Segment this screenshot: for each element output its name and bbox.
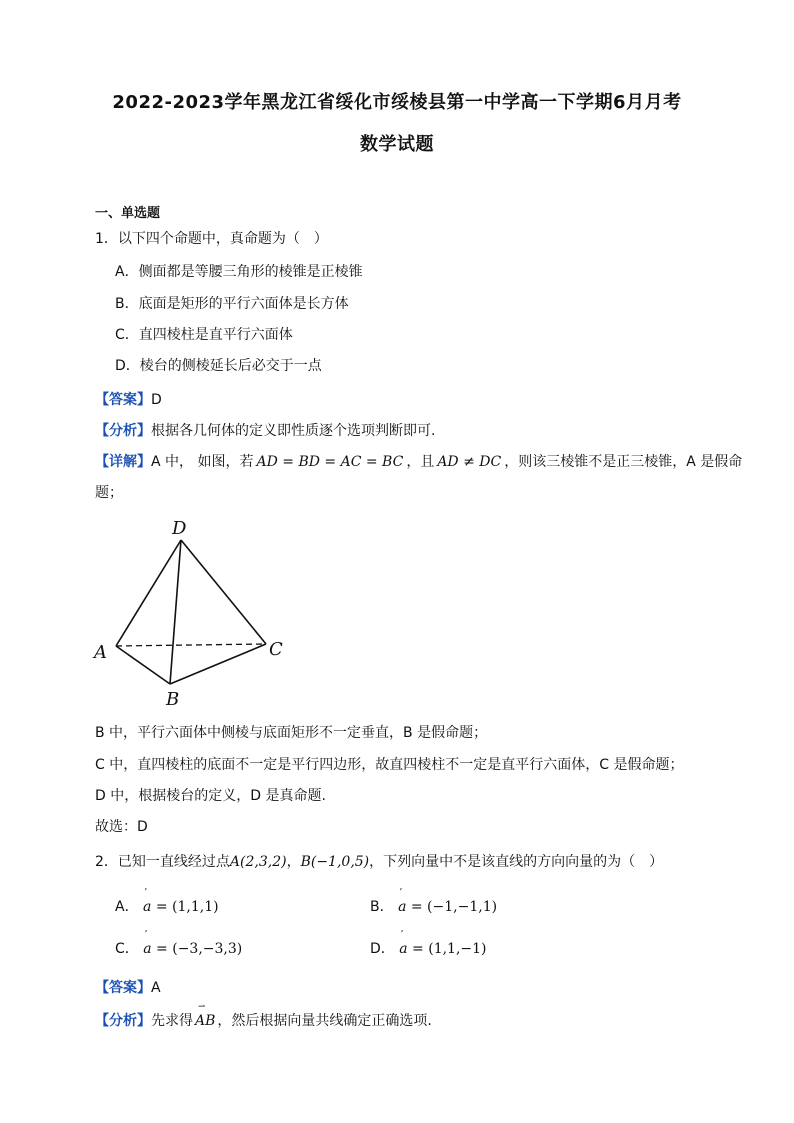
q2-answer: A: [151, 980, 161, 996]
q1-answer-row: [95, 391, 162, 409]
q1-detail-a-1: A 中， 如图，若: [151, 454, 254, 470]
vector-a: [398, 888, 407, 916]
page-subtitle: 数学试题: [360, 134, 434, 155]
edge-dc: [181, 540, 266, 644]
q2-stem-1: 2．已知一直线经过点: [95, 854, 230, 870]
edge-db: [170, 540, 181, 684]
option-letter: B．: [370, 899, 394, 915]
q1-option-a: A．侧面都是等腰三角形的棱锥是正棱锥: [115, 264, 363, 280]
vector-a: [399, 930, 408, 958]
q1-equation-1: AD = BD = AC = BC: [256, 454, 404, 470]
answer-tag: 【答案】: [95, 980, 151, 996]
q1-detail-a-3: ，则该三棱锥不是正三棱锥，A 是假命: [504, 454, 743, 470]
q1-detail-d: D 中，根据棱台的定义，D 是真命题.: [95, 788, 326, 804]
vector-arrow-icon: ʼ: [144, 930, 148, 940]
vector-ab: [195, 1002, 216, 1030]
vector-a: [143, 888, 152, 916]
q1-detail-a-2: ，且: [406, 454, 435, 470]
q2-point-a: A(2,3,2): [229, 854, 287, 870]
q1-answer: D: [151, 392, 162, 408]
q2-analysis-1: 先求得: [151, 1013, 193, 1029]
option-letter: C．: [115, 941, 139, 957]
option-letter: A．: [115, 899, 139, 915]
vertex-label-d: D: [172, 518, 187, 539]
vertex-label-c: C: [269, 639, 283, 660]
q2-stem-2: ，: [286, 854, 301, 870]
q1-detail-c: C 中，直四棱柱的底面不一定是平行四边形，故直四棱柱不一定是直平行六面体，C 是假命题；: [95, 757, 684, 773]
q2-option-c: [115, 930, 243, 958]
vertex-label-b: B: [166, 689, 180, 710]
option-letter: D．: [370, 941, 395, 957]
edge-ac-hidden: [116, 644, 266, 646]
detail-tag: 【详解】: [95, 454, 151, 470]
vector-arrow-icon: ⇀: [198, 1002, 206, 1012]
page-title: 2022-2023学年黑龙江省绥化市绥棱县第一中学高一下学期6月月考: [112, 92, 682, 113]
vector-a: [143, 930, 152, 958]
option-value: = (−3,−3,3): [156, 941, 243, 957]
q1-analysis-row: [95, 422, 435, 440]
q2-analysis-row: [95, 1002, 432, 1030]
edge-ab: [116, 646, 170, 684]
q2-point-b: B(−1,0,5): [300, 854, 370, 870]
vector-var: a: [399, 941, 408, 957]
vector-var: a: [143, 899, 152, 915]
q1-detail-row: [95, 453, 742, 471]
vector-arrow-icon: ʼ: [399, 888, 402, 898]
q1-option-c: C．直四棱柱是直平行六面体: [115, 327, 293, 343]
q1-stem: 1．以下四个命题中，真命题为（ ）: [95, 231, 328, 247]
option-value: = (1,1,1): [155, 899, 219, 915]
analysis-tag: 【分析】: [95, 423, 151, 439]
q2-option-b: [370, 888, 498, 916]
q1-equation-2: AD ≠ DC: [437, 454, 502, 470]
tetrahedron-figure: [88, 510, 298, 710]
option-value: = (−1,−1,1): [410, 899, 498, 915]
q2-stem-3: ，下列向量中不是该直线的方向向量的为（ ）: [369, 854, 664, 870]
vector-arrow-icon: ʼ: [144, 888, 147, 898]
q1-conclusion: 故选：D: [95, 819, 148, 835]
edge-bc: [170, 644, 266, 684]
vector-var: a: [143, 941, 152, 957]
q2-option-a: [115, 888, 219, 916]
vector-arrow-icon: ʼ: [400, 930, 404, 940]
vector-var: a: [398, 899, 407, 915]
q2-stem: [95, 853, 663, 871]
answer-tag: 【答案】: [95, 392, 151, 408]
vertex-label-a: A: [94, 642, 107, 663]
q2-option-d: [370, 930, 487, 958]
q1-option-d: D．棱台的侧棱延长后必交于一点: [115, 358, 322, 374]
q1-detail-a-cont: 题；: [95, 485, 123, 501]
q1-detail-b: B 中，平行六面体中侧棱与底面矩形不一定垂直，B 是假命题；: [95, 725, 488, 741]
section-heading: 一、单选题: [95, 206, 161, 221]
q1-analysis: 根据各几何体的定义即性质逐个选项判断即可.: [151, 423, 436, 439]
q2-answer-row: [95, 979, 161, 997]
option-value: = (1,1,−1): [412, 941, 487, 957]
analysis-tag: 【分析】: [95, 1013, 151, 1029]
q2-analysis-2: ，然后根据向量共线确定正确选项.: [217, 1013, 432, 1029]
edge-da: [116, 540, 181, 646]
vector-ab-label: AB: [195, 1013, 216, 1029]
q1-option-b: B．底面是矩形的平行六面体是长方体: [115, 296, 349, 312]
